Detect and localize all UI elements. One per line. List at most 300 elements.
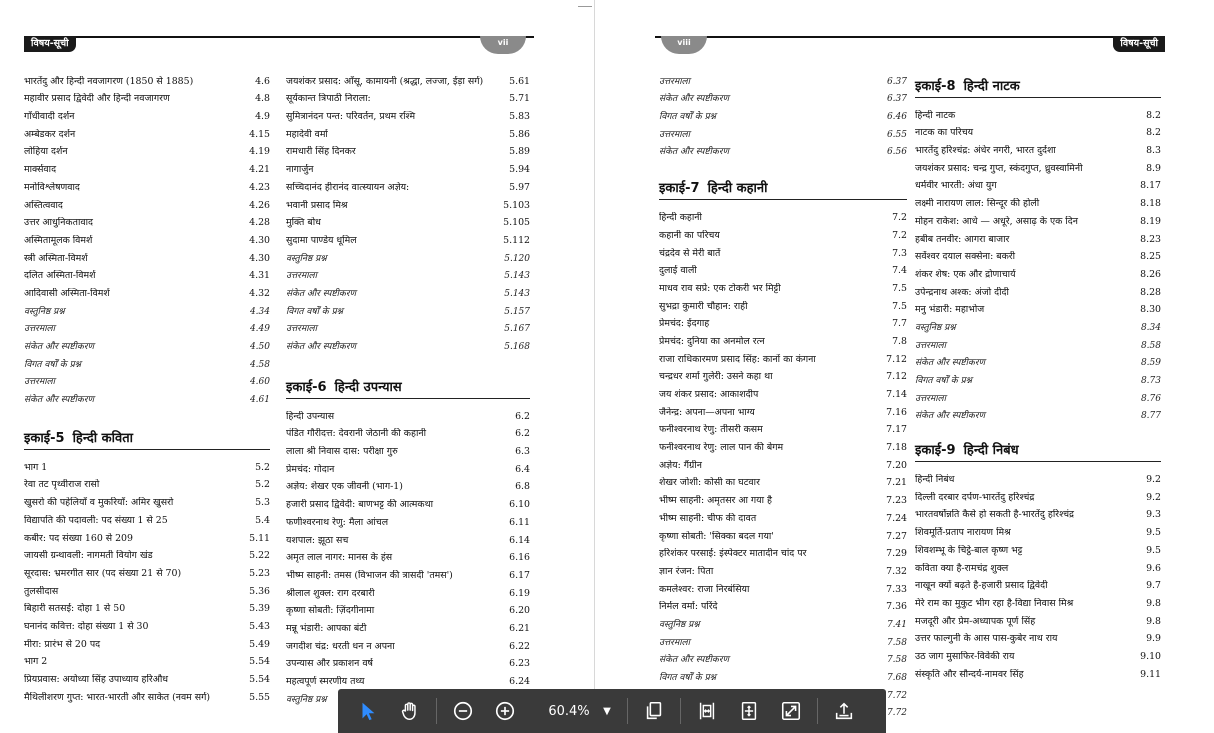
toc-entry[interactable] (915, 486, 1161, 504)
toc-entry-title: मन्नू भंडारी: आपका बंटी (286, 622, 367, 634)
toc-entry-title: चंद्रदेव से मेरी बातें (659, 247, 721, 259)
toc-entry-title: फणीश्वरनाथ रेणु: मैला आंचल (286, 516, 389, 528)
toc-entry-page: 6.2 (515, 410, 530, 422)
toc-entry-page: 6.14 (509, 534, 530, 546)
zoom-level[interactable]: 60.4% (548, 703, 590, 719)
toc-entry-title: जयशंकर प्रसाद: चन्द्र गुप्त, स्कंदगुप्त, ध्रुवस्वामिनी (915, 162, 1083, 174)
toc-entry-page: 4.15 (249, 128, 270, 140)
toc-entry-page: 4.50 (249, 342, 270, 352)
toc-entry-title: प्रेमचंद: गोदान (286, 463, 335, 475)
toc-entry-page: 8.3 (1146, 145, 1161, 157)
page-gutter (594, 0, 595, 733)
toc-entry-title: महादेवी वर्मा (286, 128, 328, 140)
toc-entry-title: भीष्म साहनी: अमृतसर आ गया है (659, 495, 773, 507)
toc-entry-page: 8.30 (1140, 304, 1161, 316)
toc-entry[interactable] (24, 353, 270, 371)
toc-entry-page: 9.3 (1146, 509, 1161, 521)
toc-entry[interactable] (915, 104, 1161, 122)
toc-entry-title: शेखर जोशी: कोसी का घटवार (659, 477, 760, 489)
toc-entry-page: 5.55 (249, 691, 270, 703)
toc-entry[interactable] (286, 635, 530, 653)
toc-entry-page: 5.43 (249, 620, 270, 632)
toc-entry-page: 9.2 (1146, 474, 1161, 486)
toc-entry[interactable] (286, 405, 530, 423)
toc-entry-page: 4.30 (249, 252, 270, 264)
toc-entry-title: फनीश्वरनाथ रेणु: लाल पान की बेगम (659, 442, 784, 454)
toc-entry[interactable] (915, 122, 1161, 140)
toc-entry[interactable] (659, 88, 907, 106)
toc-entry[interactable] (915, 299, 1161, 317)
toc-entry[interactable] (24, 300, 270, 318)
toc-entry[interactable] (915, 405, 1161, 423)
toc-entry-page: 7.58 (886, 637, 907, 648)
toc-entry-title: फनीश्वरनाथ रेणु: तीसरी कसम (659, 424, 763, 436)
toc-entry[interactable] (286, 511, 530, 529)
toc-entry[interactable] (286, 282, 530, 300)
toc-entry[interactable] (915, 557, 1161, 575)
toc-entry-title: ज्ञान रंजन: पिता (659, 565, 714, 577)
toc-entry[interactable] (286, 653, 530, 671)
toc-entry-title: उत्तरमाला (659, 76, 690, 87)
toc-entry[interactable] (915, 468, 1161, 486)
toc-entry-page: 7.3 (892, 247, 907, 259)
toc-entry-title: संकेत और स्पष्टीकरण (286, 342, 357, 352)
left-col-2 (286, 70, 530, 706)
toc-entry-title: विगत वर्षों के प्रश्न (915, 376, 973, 386)
toc-entry-title: शिवमूर्ति-प्रताप नारायण मिश्र (915, 527, 1011, 539)
toc-entry-title: उत्तरमाला (286, 271, 317, 282)
toc-entry[interactable] (915, 334, 1161, 352)
upload-icon[interactable] (828, 695, 860, 727)
toc-entry[interactable] (659, 419, 907, 437)
hand-tool-icon[interactable] (394, 695, 426, 727)
toc-entry-title: महावीर प्रसाद द्विवेदी और हिन्दी नवजागरण (24, 93, 170, 105)
toc-entry-title: विगत वर्षों के प्रश्न (286, 306, 344, 317)
toc-entry[interactable] (915, 521, 1161, 539)
toc-entry-page: 8.2 (1146, 109, 1161, 121)
toc-entry[interactable] (659, 383, 907, 401)
toc-entry-page: 6.8 (515, 481, 530, 493)
toc-entry-title: संकेत और स्पष्टीकरण (24, 395, 95, 406)
toc-entry[interactable] (24, 318, 270, 336)
page-view-icon[interactable] (638, 695, 670, 727)
toc-entry[interactable] (286, 105, 530, 123)
toc-entry[interactable] (915, 246, 1161, 264)
toc-entry-title: लाला श्री निवास दास: परीक्षा गुरु (286, 446, 398, 458)
toc-entry-page: 9.8 (1146, 597, 1161, 609)
toc-entry-page: 7.20 (886, 459, 907, 471)
toc-entry[interactable] (24, 229, 270, 247)
toc-entry-title: तुलसीदास (24, 585, 59, 597)
toc-entry-title: नागार्जुन (286, 164, 314, 176)
toc-entry[interactable] (24, 598, 270, 616)
toc-entry-page: 7.72 (886, 690, 907, 701)
toc-entry[interactable] (24, 491, 270, 509)
toc-entry-title: बिहारी सतसई: दोहा 1 से 50 (24, 603, 126, 615)
fullscreen-icon[interactable] (775, 695, 807, 727)
toc-entry[interactable] (286, 194, 530, 212)
toc-entry-page: 8.19 (1140, 215, 1161, 227)
toc-entry[interactable] (24, 456, 270, 474)
toc-entry-title: जय शंकर प्रसाद: आकाशदीप (659, 389, 759, 400)
toc-entry[interactable] (659, 631, 907, 649)
page-number: viii (661, 36, 707, 54)
toc-entry[interactable] (24, 176, 270, 194)
toc-entry[interactable] (915, 228, 1161, 246)
toc-entry[interactable] (286, 318, 530, 336)
toc-entry-page: 7.14 (886, 389, 907, 400)
toc-entry[interactable] (915, 645, 1161, 663)
toc-entry-page: 6.37 (886, 76, 907, 87)
toc-entry[interactable] (286, 300, 530, 318)
toc-entry[interactable] (659, 578, 907, 596)
toolbar-separator (627, 698, 628, 724)
toc-entry-page: 6.4 (515, 463, 530, 475)
toc-entry[interactable] (24, 388, 270, 406)
toc-entry[interactable] (659, 454, 907, 472)
toc-entry-title: धर्मवीर भारती: अंधा युग (915, 180, 997, 192)
toc-entry[interactable] (659, 560, 907, 578)
toc-entry[interactable] (659, 295, 907, 313)
toc-entry[interactable] (286, 88, 530, 106)
toc-entry[interactable] (915, 504, 1161, 522)
toc-entry[interactable] (24, 509, 270, 527)
toc-entry[interactable] (24, 668, 270, 686)
toc-entry[interactable] (24, 545, 270, 563)
toc-entry[interactable] (915, 369, 1161, 387)
toc-entry[interactable] (659, 613, 907, 631)
toc-entry[interactable] (915, 663, 1161, 681)
toc-entry[interactable] (286, 229, 530, 247)
toc-entry[interactable] (286, 423, 530, 441)
toc-entry[interactable] (286, 123, 530, 141)
toc-entry[interactable] (24, 141, 270, 159)
left-col-1 (24, 70, 270, 704)
toc-entry-title: संकेत और स्पष्टीकरण (659, 147, 730, 158)
toc-entry-title: खुसरो की पहेलियाँ व मुकरियाँ: अमिर खुसरो (24, 497, 174, 509)
toc-entry-title: भवानी प्रसाद मिश्र (286, 199, 348, 211)
toc-entry-page: 8.17 (1140, 180, 1161, 192)
toc-entry-page: 8.9 (1146, 162, 1161, 174)
toc-entry[interactable] (286, 617, 530, 635)
right-col-2 (915, 72, 1161, 681)
toc-entry[interactable] (659, 224, 907, 242)
toc-entry-title: हिन्दी निबंध (915, 474, 955, 486)
toc-entry[interactable] (659, 489, 907, 507)
toc-entry[interactable] (915, 628, 1161, 646)
toc-entry[interactable] (915, 316, 1161, 334)
toc-entry-title: संकेत और स्पष्टीकरण (915, 358, 986, 369)
toc-entry-page: 8.59 (1140, 358, 1161, 369)
toc-entry-page: 5.112 (503, 234, 530, 246)
toc-entry[interactable] (24, 474, 270, 492)
toc-entry-page: 8.28 (1140, 286, 1161, 298)
toc-entry[interactable] (24, 335, 270, 353)
toc-entry[interactable] (286, 440, 530, 458)
toc-entry-page: 9.5 (1146, 544, 1161, 556)
toc-entry-title: मीरा: प्रारंभ से 20 पद (24, 638, 101, 650)
toc-entry-title: हरिशंकर परसाई: इंस्पेक्टर मातादीन चांद पर (659, 548, 807, 560)
toc-entry-title: स्त्री अस्मिता-विमर्श (24, 252, 88, 264)
toc-entry-page: 7.4 (892, 265, 907, 277)
toc-entry-page: 8.73 (1140, 376, 1161, 386)
toc-entry-page: 7.2 (892, 212, 907, 224)
toc-entry-title: अज्ञेय: शेखर एक जीवनी (भाग-1) (286, 481, 403, 493)
toolbar-separator (817, 698, 818, 724)
toc-entry[interactable] (24, 194, 270, 212)
toc-entry[interactable] (286, 158, 530, 176)
toc-entry-title: प्रेमचंद: ईदगाह (659, 318, 710, 330)
toc-entry[interactable] (24, 686, 270, 704)
toc-entry-title: अमृत लाल नागर: मानस के हंस (286, 552, 393, 564)
toc-entry-page: 7.29 (886, 548, 907, 560)
toc-entry[interactable] (915, 210, 1161, 228)
toc-entry[interactable] (24, 282, 270, 300)
toc-entry-page: 7.58 (886, 655, 907, 666)
right-page (655, 0, 1167, 733)
toc-entry-page: 4.8 (255, 93, 270, 105)
toc-entry[interactable] (286, 582, 530, 600)
toc-entry-page: 9.6 (1146, 562, 1161, 574)
zoom-out-icon[interactable] (447, 695, 479, 727)
toc-entry[interactable] (24, 88, 270, 106)
header-rule (655, 36, 1165, 38)
toc-entry-page: 7.8 (892, 335, 907, 347)
toc-entry[interactable] (24, 212, 270, 230)
toc-entry-page: 9.7 (1146, 580, 1161, 592)
toc-entry[interactable] (24, 105, 270, 123)
toc-entry-title: मुक्ति बोध (286, 217, 321, 229)
toc-entry-page: 6.23 (509, 658, 530, 670)
toc-entry[interactable] (915, 610, 1161, 628)
toc-entry[interactable] (659, 507, 907, 525)
toc-entry-title: वस्तुनिष्ठ प्रश्न (286, 694, 327, 705)
toc-entry-title: संकेत और स्पष्टीकरण (286, 288, 357, 299)
toc-entry[interactable] (24, 371, 270, 389)
toc-entry[interactable] (659, 105, 907, 123)
toc-entry[interactable] (286, 476, 530, 494)
toc-entry[interactable] (286, 600, 530, 618)
toc-entry[interactable] (915, 139, 1161, 157)
toc-entry-page: 6.3 (515, 446, 530, 458)
toc-entry-page: 5.23 (249, 567, 270, 579)
toc-entry-page: 4.30 (249, 234, 270, 246)
toc-entry[interactable] (24, 615, 270, 633)
toc-entry-title: शंकर शेष: एक और द्रोणाचार्य (915, 268, 1016, 280)
unit-heading-6 (286, 373, 530, 399)
toc-entry[interactable] (286, 70, 530, 88)
page-number: vii (480, 36, 526, 54)
unit-label: इकाई-8 (915, 79, 956, 94)
toc-entry-title: संकेत और स्पष्टीकरण (915, 411, 986, 422)
zoom-dropdown-icon[interactable]: ▼ (603, 705, 611, 717)
toc-entry-page: 5.22 (249, 550, 270, 562)
toolbar-separator (436, 698, 437, 724)
toc-entry[interactable] (915, 281, 1161, 299)
toc-entry-page: 4.34 (249, 306, 270, 317)
toc-entry[interactable] (659, 141, 907, 159)
toc-entry[interactable] (24, 158, 270, 176)
toc-entry[interactable] (24, 580, 270, 598)
toc-entry-title: सूर्यकान्त त्रिपाठी निराला: (286, 93, 371, 105)
toc-entry-title: अम्बेडकर दर्शन (24, 128, 76, 140)
toc-entry-page: 7.16 (886, 406, 907, 418)
toc-entry[interactable] (915, 263, 1161, 281)
toc-entry[interactable] (659, 242, 907, 260)
toc-entry-title: मैथिलीशरण गुप्त: भारत-भारती और साकेत (नवम सर्ग) (24, 691, 211, 703)
toc-entry[interactable] (659, 596, 907, 614)
toc-entry[interactable] (24, 562, 270, 580)
section-tag: विषय-सूची (24, 36, 76, 52)
toc-entry[interactable] (915, 352, 1161, 370)
toc-entry-page: 6.2 (515, 428, 530, 440)
toc-entry-title: घनानंद कवित्त: दोहा संख्या 1 से 30 (24, 620, 149, 632)
toc-entry-title: राजा राधिकारमण प्रसाद सिंह: कानों का कंगना (659, 353, 816, 365)
toc-entry[interactable] (286, 564, 530, 582)
toc-entry[interactable] (286, 670, 530, 688)
toc-entry-title: नाटक का परिचय (915, 127, 974, 139)
toc-entry-title: कविता क्या है-रामचंद्र शुक्ल (915, 562, 1009, 574)
toc-entry[interactable] (659, 472, 907, 490)
toc-entry[interactable] (659, 123, 907, 141)
toc-entry-title: विगत वर्षों के प्रश्न (659, 673, 717, 683)
toc-entry-page: 5.54 (249, 674, 270, 685)
toc-entry[interactable] (286, 265, 530, 283)
zoom-in-icon[interactable] (489, 695, 521, 727)
toc-entry-title: विगत वर्षों के प्रश्न (24, 359, 82, 370)
toc-entry-title: भारतेंदु और हिन्दी नवजागरण (1850 से 1885) (24, 75, 194, 87)
toc-entry-title: रेवा तट पृथ्वीराज रासो (24, 479, 100, 491)
toc-entry-title: कृष्णा सोबती: ज़िंदगीनामा (286, 605, 375, 617)
left-page (24, 0, 536, 733)
toc-entry-title: आदिवासी अस्मिता-विमर्श (24, 287, 110, 299)
toc-entry-title: सुदामा पाण्डेय धूमिल (286, 234, 357, 246)
toc-entry[interactable] (915, 575, 1161, 593)
toc-entry-page: 4.58 (249, 359, 270, 370)
toc-entry[interactable] (286, 335, 530, 353)
toc-entry-page: 5.4 (255, 514, 270, 526)
toc-entry[interactable] (659, 70, 907, 88)
toc-entry-title: अज्ञेय: गैंग्रीन (659, 459, 702, 471)
fit-width-icon[interactable] (691, 695, 723, 727)
toc-entry-title: प्रेमचंद: दुनिया का अनमोल रत्न (659, 335, 765, 347)
toc-entry-title: वस्तुनिष्ठ प्रश्न (659, 619, 700, 630)
toc-entry[interactable] (659, 401, 907, 419)
toc-entry[interactable] (915, 387, 1161, 405)
toc-entry[interactable] (286, 458, 530, 476)
toc-entry-title: जयशंकर प्रसाद: आँसू, कामायनी (श्रद्धा, लज्जा, ईड़ा सर्ग) (286, 75, 484, 87)
toc-entry-page: 8.23 (1140, 233, 1161, 245)
toc-entry-title: मोहन राकेश: आधे — अधूरे, असाढ़ के एक दिन (915, 215, 1078, 227)
toc-entry-title: भाग 2 (24, 656, 48, 668)
toc-entry[interactable] (659, 313, 907, 331)
toc-entry[interactable] (286, 547, 530, 565)
toc-entry-title: शिवशम्भू के चिट्ठे-बाल कृष्ण भट्ट (915, 544, 1023, 556)
toc-entry[interactable] (915, 539, 1161, 557)
toc-entry[interactable] (659, 436, 907, 454)
toc-entry-title: उत्तरमाला (915, 393, 946, 404)
toc-entry[interactable] (24, 247, 270, 265)
toc-entry-page: 6.10 (509, 499, 530, 511)
toc-entry[interactable] (915, 175, 1161, 193)
toc-entry[interactable] (659, 366, 907, 384)
toc-entry-title: वस्तुनिष्ठ प्रश्न (915, 322, 956, 333)
toc-entry-title: हिन्दी उपन्यास (286, 410, 335, 422)
toc-entry-page: 5.11 (249, 532, 270, 544)
toc-entry-title: हिन्दी कहानी (659, 212, 702, 224)
toc-entry[interactable] (286, 529, 530, 547)
toc-entry-title: कृष्णा सोबती: 'सिक्का बदल गया' (659, 530, 774, 542)
toc-entry-page: 5.36 (249, 585, 270, 597)
unit-title: हिन्दी उपन्यास (334, 380, 402, 395)
fit-page-icon[interactable] (733, 695, 765, 727)
toc-entry[interactable] (659, 649, 907, 667)
toc-entry-page: 6.19 (509, 587, 530, 599)
toc-entry[interactable] (659, 525, 907, 543)
toc-entry[interactable] (659, 206, 907, 224)
toc-entry[interactable] (659, 543, 907, 561)
toc-entry[interactable] (659, 330, 907, 348)
toc-entry-page: 6.11 (509, 516, 530, 528)
toc-entry[interactable] (286, 247, 530, 265)
toc-entry[interactable] (659, 348, 907, 366)
toc-entry-title: कमलेश्वर: राजा निरबंसिया (659, 583, 750, 595)
toc-entry-title: संकेत और स्पष्टीकरण (659, 94, 730, 105)
toc-entry-title: नाखून क्यों बढ़ते है-हजारी प्रसाद द्विवेदी (915, 580, 1048, 592)
toolbar-separator (680, 698, 681, 724)
toc-entry[interactable] (659, 277, 907, 295)
toc-entry-title: दुलाई वाली (659, 265, 697, 277)
toc-entry[interactable] (24, 70, 270, 88)
toc-entry-page: 7.68 (886, 673, 907, 683)
toc-entry[interactable] (286, 176, 530, 194)
toc-entry-title: भीष्म साहनी: तमस (विभाजन की त्रासदी 'तमस') (286, 569, 453, 581)
toc-entry[interactable] (659, 260, 907, 278)
toc-entry-title: चन्द्रधर शर्मा गुलेरी: उसने कहा था (659, 371, 773, 383)
toc-entry[interactable] (24, 123, 270, 141)
toc-entry-title: सर्वेश्वर दयाल सक्सेना: बकरी (915, 251, 1016, 263)
toc-entry-page: 7.33 (886, 583, 907, 595)
toc-entry[interactable] (24, 527, 270, 545)
toc-entry-title: उत्तरमाला (24, 377, 55, 388)
toc-entry[interactable] (286, 141, 530, 159)
toc-entry-page: 6.56 (886, 147, 907, 158)
toc-entry[interactable] (286, 212, 530, 230)
toc-entry-title: उत्तरमाला (659, 129, 690, 140)
toc-entry[interactable] (915, 157, 1161, 175)
toc-entry[interactable] (915, 592, 1161, 610)
toc-entry-page: 5.39 (249, 603, 270, 615)
toc-entry-page: 5.167 (504, 324, 530, 335)
toc-entry-page: 6.21 (509, 622, 530, 634)
toc-entry-page: 5.2 (255, 461, 270, 473)
toc-entry-page: 4.32 (249, 287, 270, 299)
toc-entry-title: भाग 1 (24, 461, 48, 473)
section-tag: विषय-सूची (1113, 36, 1165, 52)
toc-entry[interactable] (286, 493, 530, 511)
toc-entry[interactable] (24, 265, 270, 283)
toc-entry[interactable] (659, 666, 907, 684)
unit-heading-8 (915, 72, 1161, 98)
select-arrow-icon[interactable] (352, 695, 384, 727)
toc-entry-title: वस्तुनिष्ठ प्रश्न (24, 306, 65, 317)
toc-entry-page: 4.19 (249, 146, 270, 158)
toc-entry[interactable] (24, 633, 270, 651)
toc-entry-title: विद्यापति की पदावली: पद संख्या 1 से 25 (24, 514, 168, 526)
toc-entry[interactable] (24, 651, 270, 669)
toc-entry-page: 8.76 (1140, 393, 1161, 404)
toc-entry[interactable] (915, 192, 1161, 210)
